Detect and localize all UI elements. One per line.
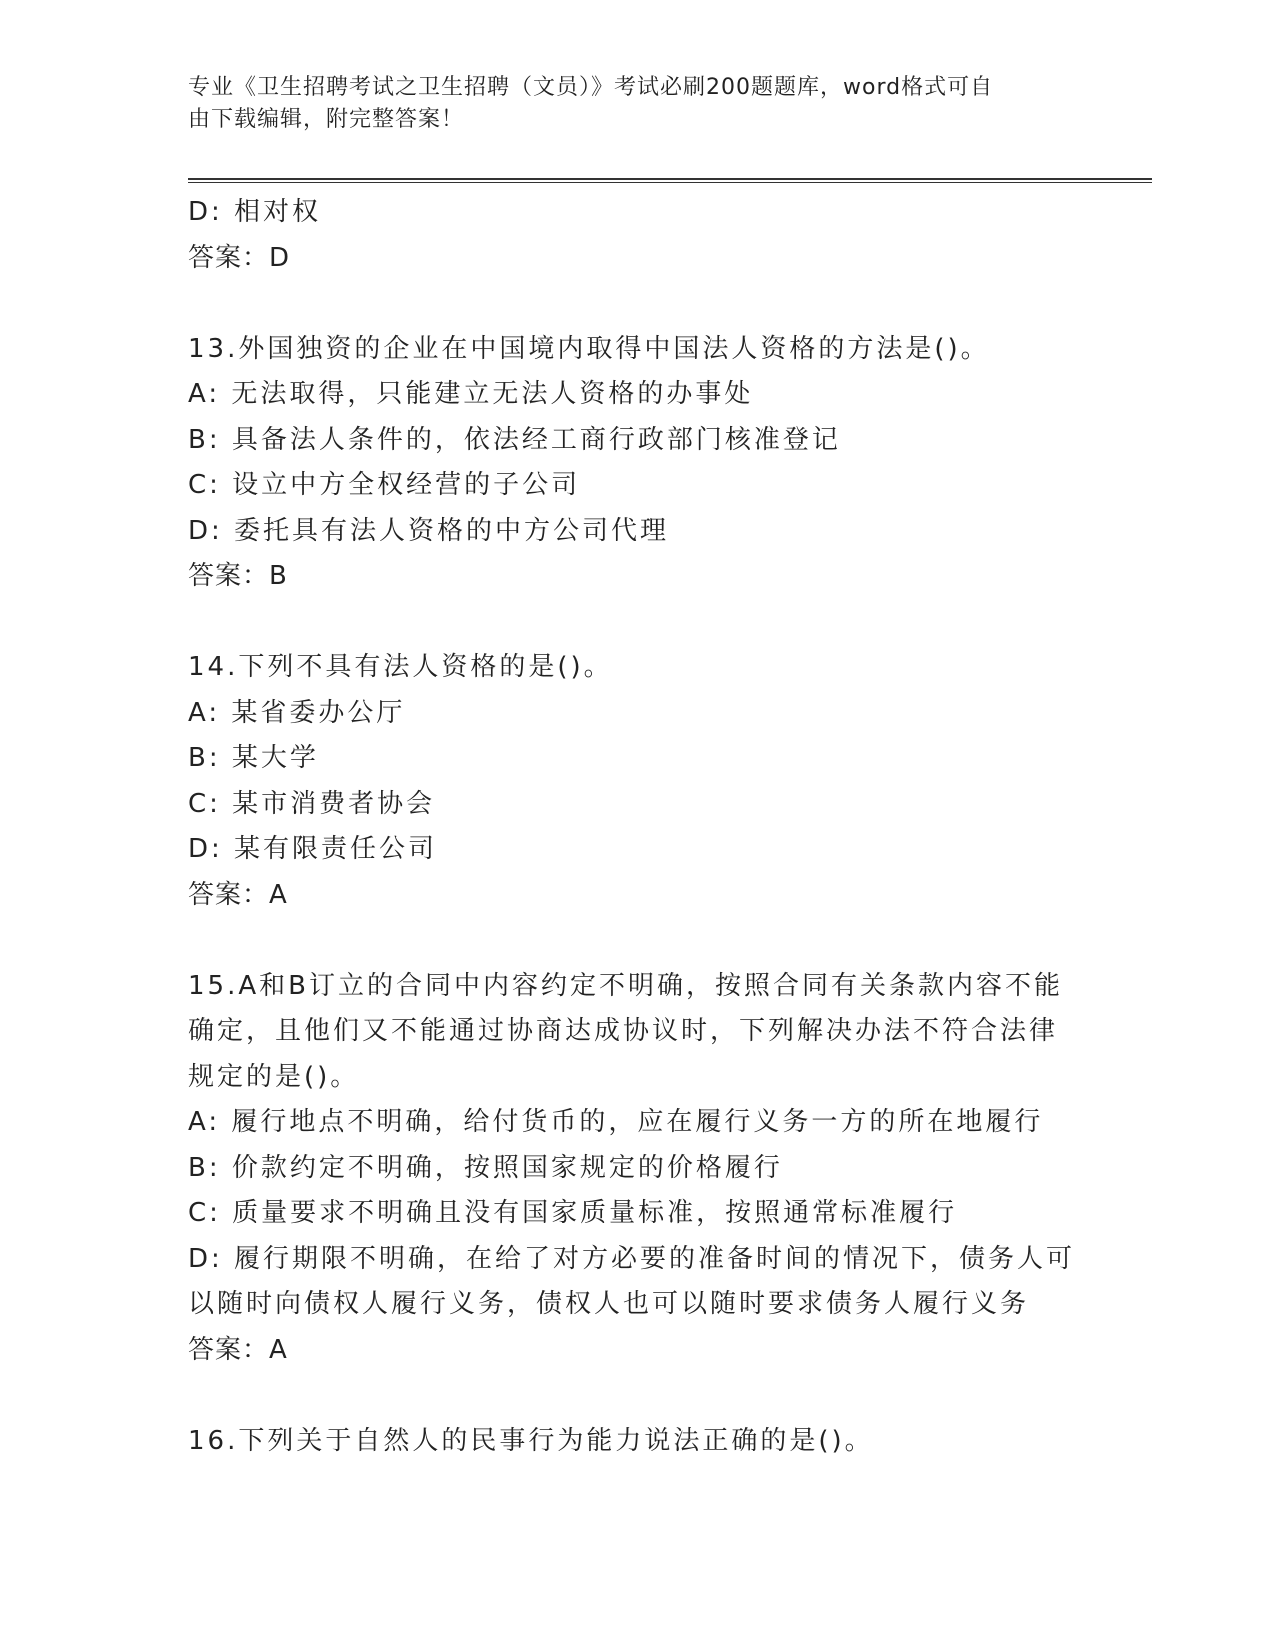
prev-answer: 答案：D [188,242,291,273]
q16-question: 16.下列关于自然人的民事行为能力说法正确的是()。 [188,1425,874,1456]
header-line-1: 专业《卫生招聘考试之卫生招聘（文员）》考试必刷200题题库，word格式可自 [188,75,994,100]
q15-option-c: C: 质量要求不明确且没有国家质量标准，按照通常标准履行 [188,1198,958,1228]
q14-option-c: C: 某市消费者协会 [188,788,436,819]
header-divider [188,178,1152,183]
q15-option-d-line-1: D: 履行期限不明确，在给了对方必要的准备时间的情况下，债务人可 [188,1243,1076,1274]
q14-option-b: B: 某大学 [188,743,319,773]
q14-option-a: A: 某省委办公厅 [188,697,406,728]
q15-question-line-2: 确定，且他们又不能通过协商达成协议时，下列解决办法不符合法律 [188,1016,1059,1046]
header-line-2: 由下载编辑，附完整答案！ [188,107,465,132]
q13-question: 13.外国独资的企业在中国境内取得中国法人资格的方法是()。 [188,333,990,364]
spacer [188,281,1088,327]
spacer [188,918,1088,964]
q14-answer: 答案：A [188,879,288,910]
q13-option-c: C: 设立中方全权经营的子公司 [188,470,581,500]
q13-option-d: D: 委托具有法人资格的中方公司代理 [188,515,670,546]
q15-question-line-3: 规定的是()。 [188,1061,360,1092]
q15-option-b: B: 价款约定不明确，按照国家规定的价格履行 [188,1152,783,1183]
q14-question: 14.下列不具有法人资格的是()。 [188,652,613,682]
q15-option-a: A: 履行地点不明确，给付货币的，应在履行义务一方的所在地履行 [188,1107,1044,1137]
q15-answer: 答案：A [188,1334,288,1365]
prev-option-d: D: 相对权 [188,197,322,227]
q15-question-line-1: 15.A和B订立的合同中内容约定不明确，按照合同有关条款内容不能 [188,970,1063,1001]
question-list [188,190,1088,1464]
q14-option-d: D: 某有限责任公司 [188,834,438,864]
spacer [188,600,1088,646]
q13-answer: 答案：B [188,561,288,591]
spacer [188,1373,1088,1419]
q15-option-d-line-2: 以随时向债权人履行义务，债权人也可以随时要求债务人履行义务 [188,1289,1030,1319]
q13-option-a: A: 无法取得，只能建立无法人资格的办事处 [188,379,754,409]
page-header [188,72,1078,136]
q13-option-b: B: 具备法人条件的，依法经工商行政部门核准登记 [188,424,841,455]
